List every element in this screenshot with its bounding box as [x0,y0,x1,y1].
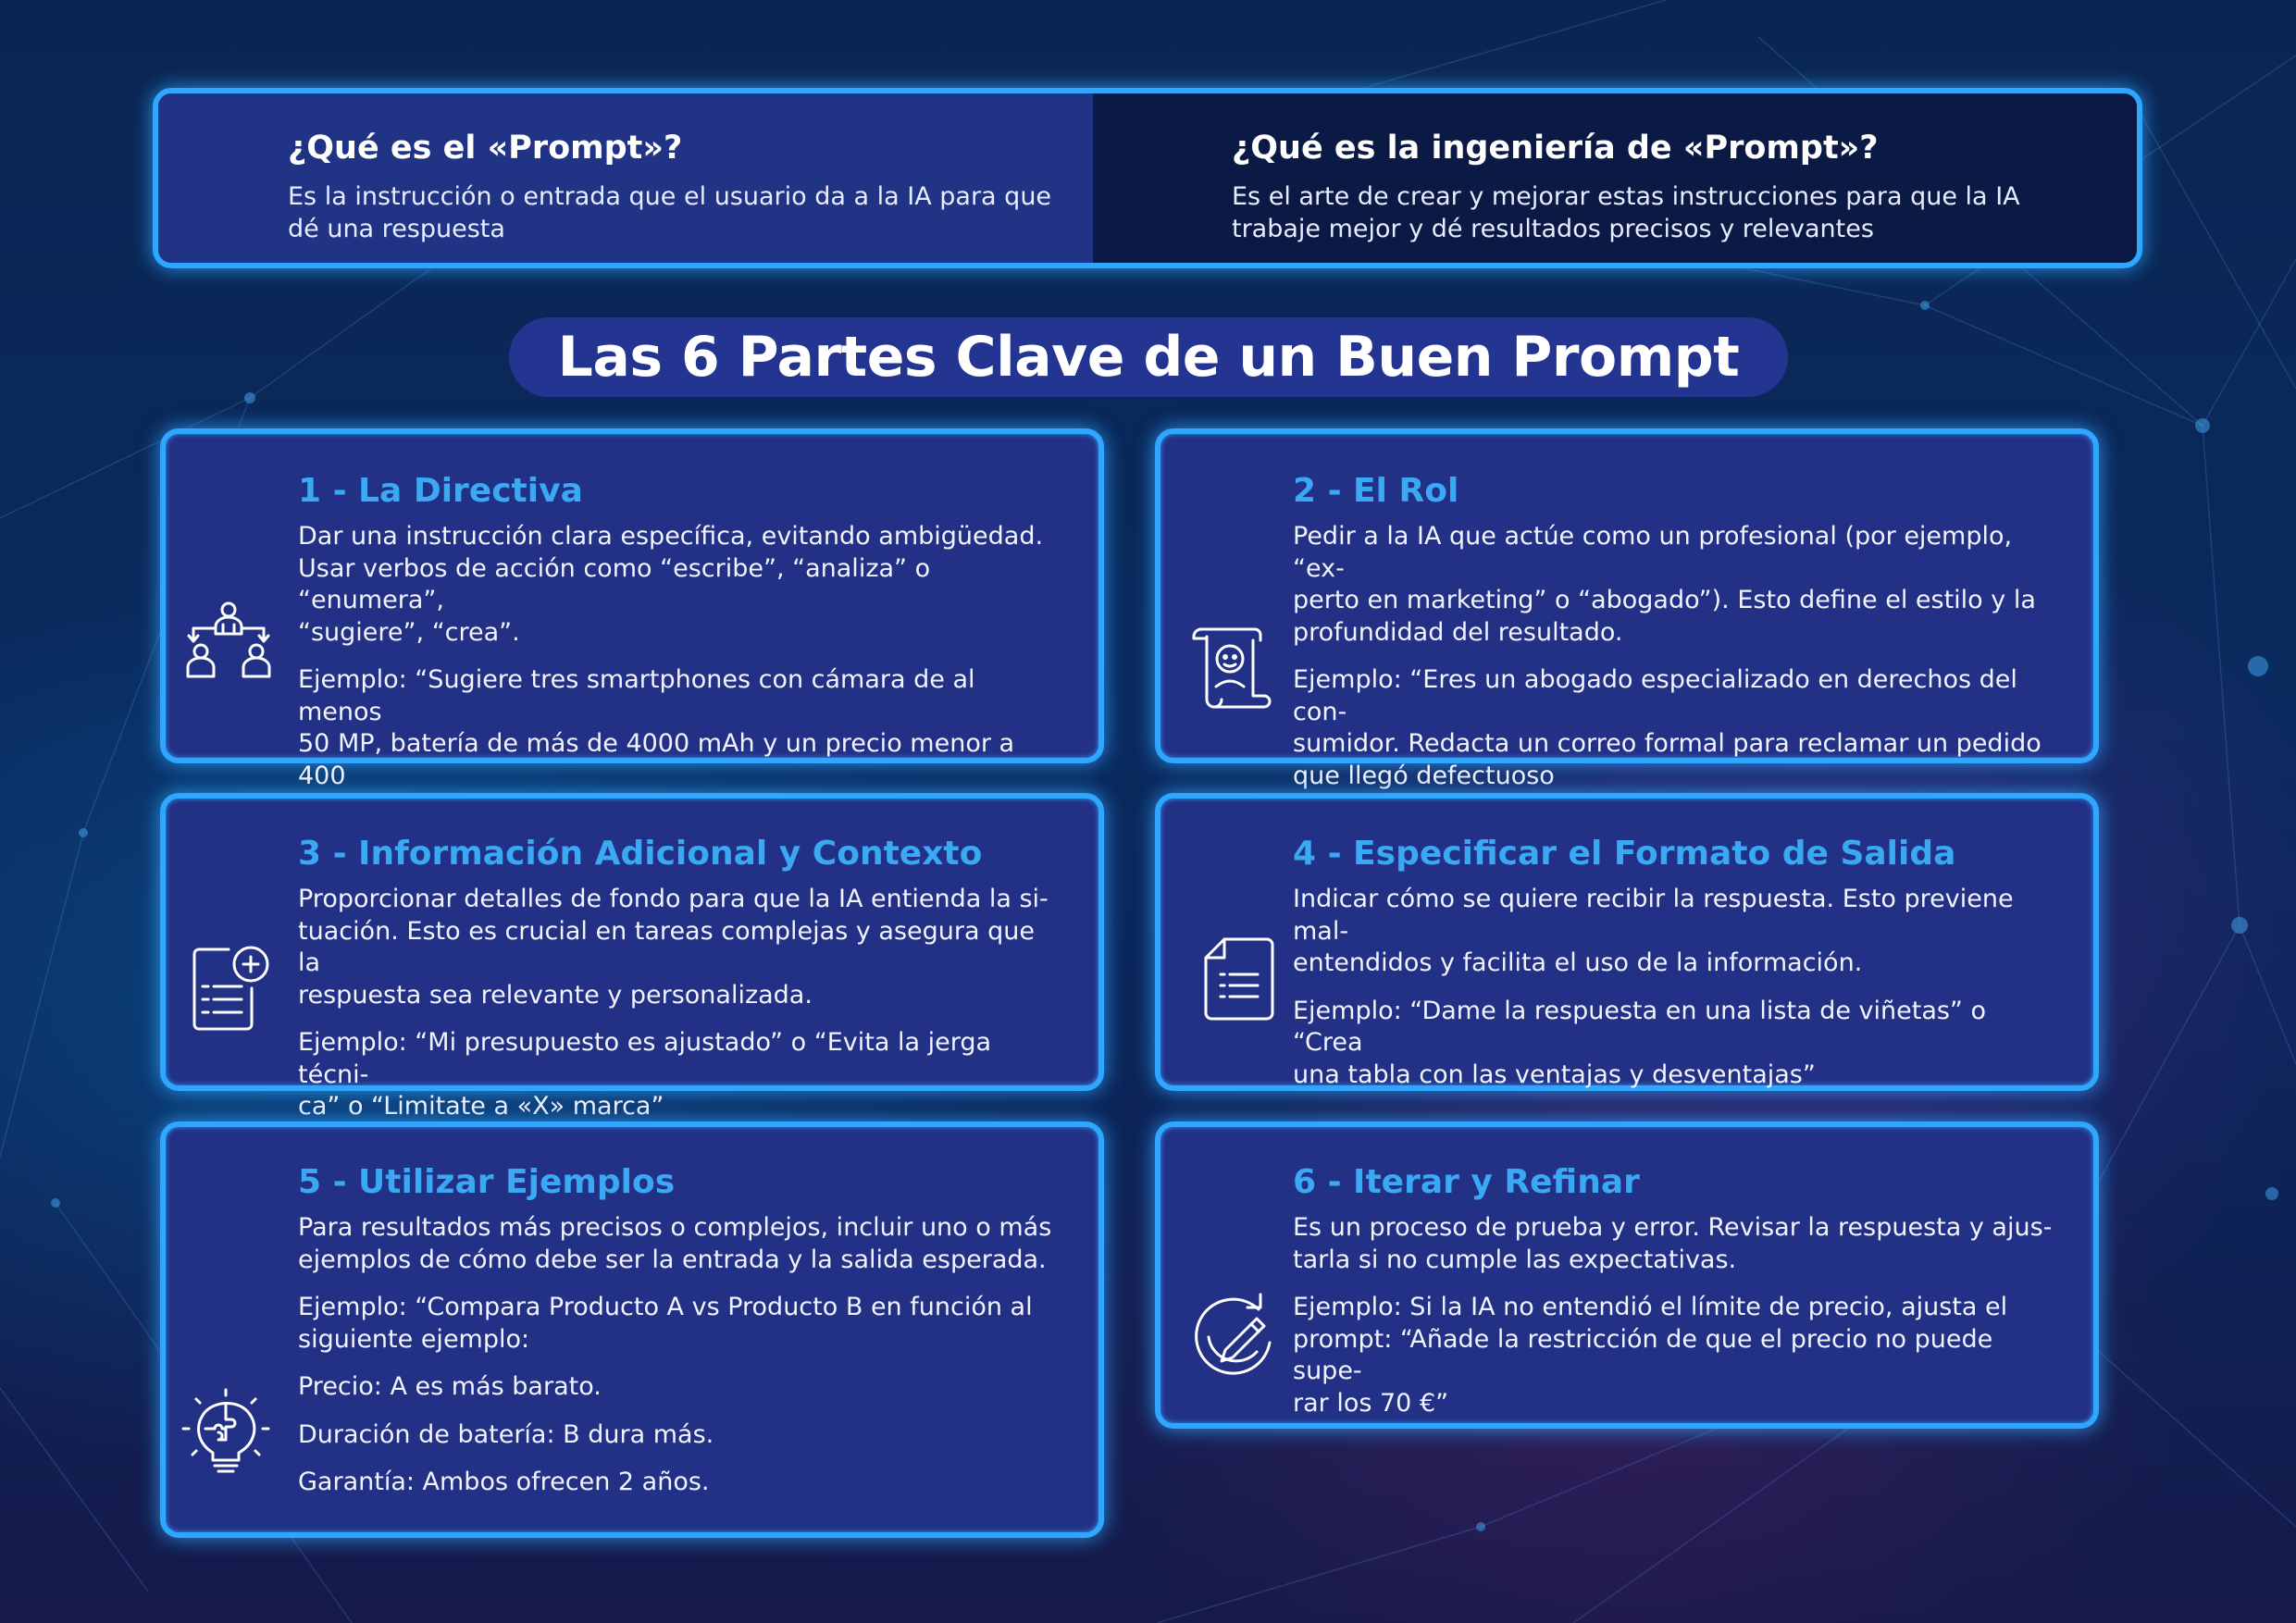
text-line: tuación. Esto es crucial en tareas complejas y asegura que la [298,916,1035,977]
text-line: “sugiere”, “crea”. [298,617,520,647]
card-paragraph [298,1212,1061,1276]
text-line: sumidor. Redacta un correo formal para reclamar un pedido [1293,729,2042,758]
document-add-icon [186,942,279,1035]
card-output-format [1155,793,2099,1091]
text-line: que llegó defectuoso [1293,761,1555,790]
card-paragraph [298,884,1061,1011]
prompt-engineering-text [1232,180,2137,245]
card-context [160,793,1104,1121]
card-title: 1 - La Directiva [298,472,583,510]
bulb-puzzle-icon [180,1386,272,1479]
card-directive [160,428,1104,790]
scroll-person-icon [1181,622,1273,714]
card-paragraph [298,521,1061,649]
text-line: rar los 70 €” [1293,1388,1449,1418]
card-role [1155,428,2099,790]
text-line: Ejemplo: Si la IA no entendió el límite de precio, ajusta el [1293,1293,2008,1321]
text-line: una tabla con las ventajas y desventajas” [1293,1059,1816,1089]
text-line: ejemplos de cómo debe ser la entrada y la salida esperada. [298,1245,1047,1274]
text-line: Ejemplo: “Sugiere tres smartphones con cámara de al menos [298,665,975,726]
card-title: 6 - Iterar y Refinar [1293,1163,1640,1201]
text-line: Dar una instrucción clara específica, evitando ambigüedad. [298,522,1044,551]
card-title: 3 - Información Adicional y Contexto [298,835,983,873]
prompt-engineering-definition [1093,93,2137,263]
text-line: Garantía: Ambos ofrecen 2 años. [298,1468,710,1496]
card-example [298,1027,1061,1123]
card-paragraph [1293,884,2056,980]
card-paragraph [1293,1212,2056,1276]
card-example [1293,1292,2056,1419]
intro-definitions-panel [153,88,2142,268]
text-line: Duración de batería: B dura más. [298,1419,714,1449]
text-line: Ejemplo: “Dame la respuesta en una lista de viñetas” o “Crea [1293,996,1987,1057]
text-line: profundidad del resultado. [1293,617,1623,647]
text-line: dé una respuesta [288,215,505,243]
card-iterate [1155,1121,2099,1429]
text-line: ca” o “Limitate a «X» marca” [298,1092,664,1121]
text-line: Es un proceso de prueba y error. Revisar la respuesta y ajus- [1293,1213,2053,1242]
text-line: Proporcionar detalles de fondo para que la IA entienda la si- [298,885,1049,913]
prompt-definition-title: ¿Qué es el «Prompt»? [288,130,683,167]
text-line: tarla si no cumple las expectativas. [1293,1245,1737,1274]
text-line: Ejemplo: “Eres un abogado especializado en derechos del con- [1293,665,2017,726]
text-line: Pedir a la IA que actúe como un profesional (por ejemplo, “ex- [1293,522,2013,583]
card-title: 2 - El Rol [1293,472,1459,510]
text-line: respuesta sea relevante y personalizada. [298,980,813,1010]
card-paragraph [1293,521,2056,649]
card-example [1293,664,2056,792]
text-line: siguiente ejemplo: [298,1324,530,1354]
text-line: Indicar cómo se quiere recibir la respuesta. Esto previene mal- [1293,885,2014,946]
card-example [298,1292,1061,1356]
prompt-definition-text [288,180,1093,245]
card-title: 4 - Especificar el Formato de Salida [1293,835,1956,873]
card-title: 5 - Utilizar Ejemplos [298,1163,676,1201]
text-line: Ejemplo: “Compara Producto A vs Producto B en función al [298,1293,1033,1321]
text-line: Para resultados más precisos o complejos, incluir uno o más [298,1213,1052,1242]
text-line: Precio: A es más barato. [298,1372,602,1401]
card-examples [160,1121,1104,1538]
text-line: Es el arte de crear y mejorar estas instrucciones para que la IA [1232,182,2020,211]
text-line: Es la instrucción o entrada que el usuario da a la IA para que [288,182,1052,211]
refresh-pencil-icon [1188,1289,1281,1381]
main-title: Las 6 Partes Clave de un Buen Prompt [509,317,1788,397]
text-line: 50 MP, batería de más de 4000 mAh y un precio menor a 400 [298,729,1015,790]
prompt-definition [158,93,1093,263]
text-line: prompt: “Añade la restricción de que el precio no puede supe- [1293,1324,1993,1385]
text-line: trabaje mejor y dé resultados precisos y relevantes [1232,215,1874,243]
card-example [1293,996,2056,1092]
text-line: perto en marketing” o “abogado”). Esto define el estilo y la [1293,586,2036,614]
document-list-icon [1204,937,1274,1021]
text-line: Ejemplo: “Mi presupuesto es ajustado” o “Evita la jerga técni- [298,1028,992,1089]
card-example-item [298,1419,1061,1452]
text-line: Usar verbos de acción como “escribe”, “analiza” o “enumera”, [298,553,931,614]
card-example-item [298,1467,1061,1499]
prompt-engineering-title: ¿Qué es la ingeniería de «Prompt»? [1232,130,1879,167]
hierarchy-users-icon [182,601,275,693]
card-example-item [298,1371,1061,1404]
text-line: entendidos y facilita el uso de la información. [1293,948,1863,977]
